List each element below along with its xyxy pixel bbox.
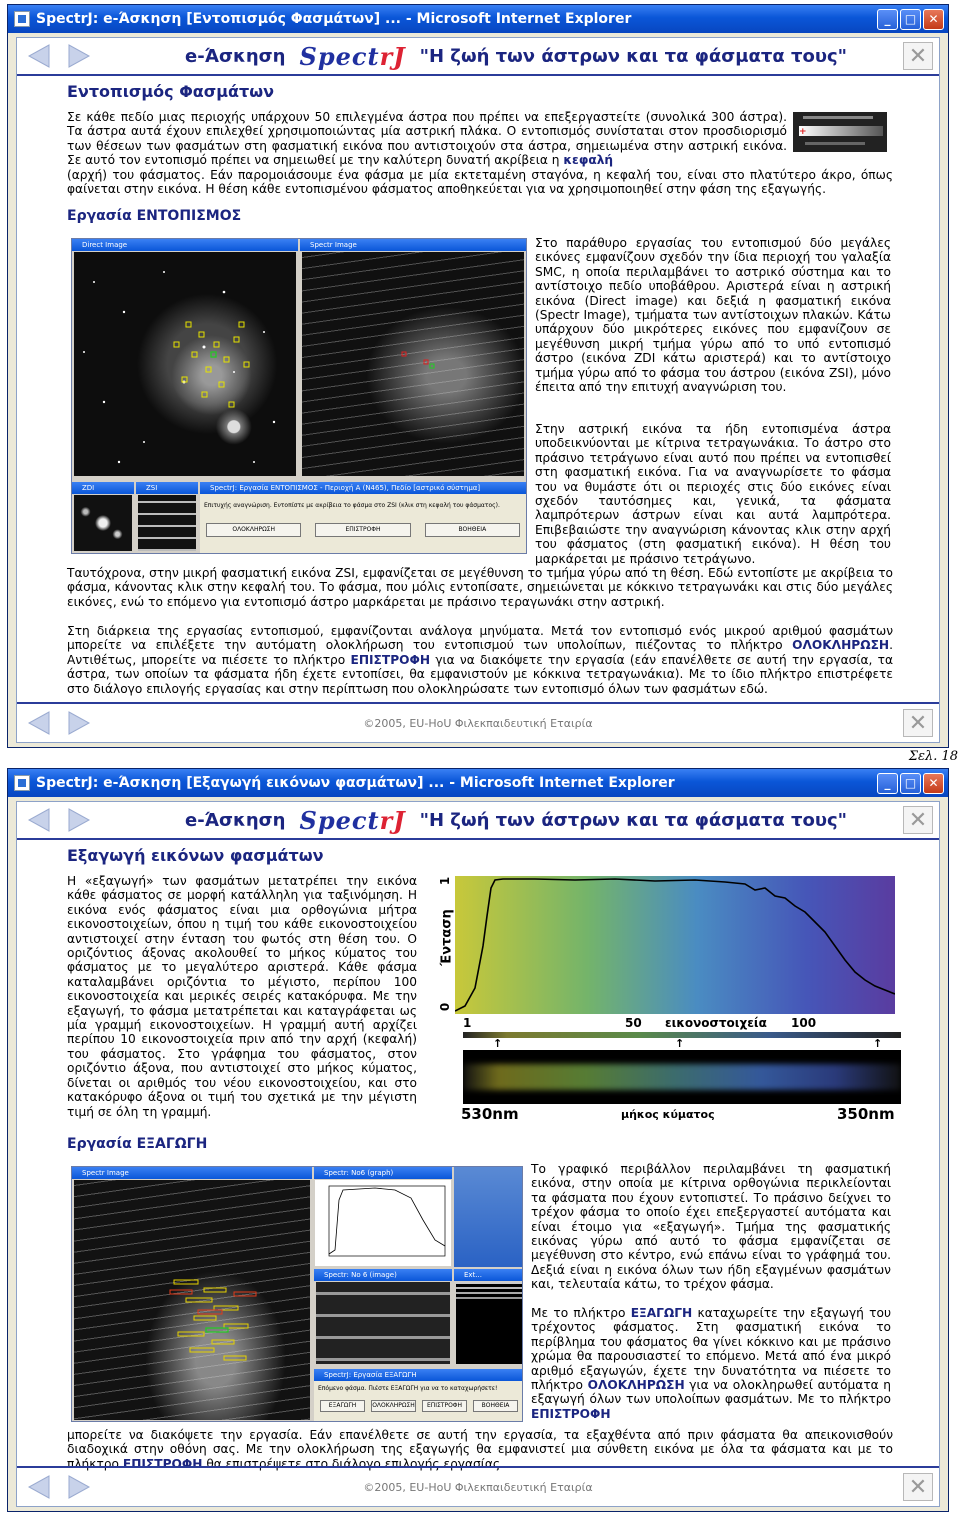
intro-paragraph: Η «εξαγωγή» των φασμάτων μετατρέπει την εικόνα κάθε φάσματος σε μορφή κατάλληλη για ταξινόμηση. Η εικόνα ενός φάσματος είναι μια ορθογώνια μήτρα εικονοστοιχείων, όπου η τιμή του κάθε εικονοστοιχείου αντιστοιχεί στην ένταση του φωτός στη θέση του. Ο οριζόντιος άξονας ακολουθεί το μήκος κύματος του φάσματος με το μεγαλύτερο αριστερά. Κάθε φάσμα καταλαμβάνει οριζόντια το μέγιστο, περίπου 100 εικονοστοιχεία και μερικές σειρές κατακόρυφα. Με την εξαγωγή, το φάσμα μετατρέπεται και καταγράφεται ως μία γραμμή εικονοστοιχείων. Η γραμμή αυτή αρχίζει περίπου 10 εικονοστοιχεία πριν από την αρχή (κεφαλή) του φάσματος. Στο γράφημα του φάσματος, στον οριζόντιο άξονα, που αντιστοιχεί στο μήκος κύματος, δίνεται οι αριθμός του νέου εικονοστοιχείου, και στο κατακόρυφο άξονα οι τιμή του σχετικά με την μέγιστη τιμή σε όλη τη γραμμή. <box>67 874 417 1119</box>
window-title: SpectrJ: e-Άσκηση [Εντοπισμός Φασμάτων] ... - Microsoft Internet Explorer <box>36 11 632 27</box>
spectr-image-window: Spectr Image <box>72 1167 312 1422</box>
extract-button[interactable]: ΕΞΑΓΩΓΗ <box>320 1400 365 1412</box>
exit-x-icon[interactable]: ✕ <box>903 1473 933 1501</box>
spectrj-logo-icon: SpectrJ <box>299 42 406 71</box>
arrow-markers: ↑ ↑ ↑ <box>493 1037 883 1050</box>
direct-image-canvas <box>74 252 296 476</box>
bottom-navbar <box>17 702 939 742</box>
zsi-canvas <box>138 495 196 551</box>
graph-window: Spectr: No6 (graph) <box>314 1167 452 1267</box>
back-arrow-icon[interactable] <box>25 42 55 70</box>
extracted-window: Ext... <box>454 1269 523 1367</box>
ie-icon <box>14 775 30 791</box>
spectr-image-canvas <box>74 1180 310 1420</box>
dialog-message: Επόμενο φάσμα. Πιέστε ΕΞΑΓΩΓΗ για να το καταχωρήσετε! <box>318 1385 498 1392</box>
y-bottom-tick: 0 <box>438 1002 453 1012</box>
help-button[interactable]: ΒΟΗΘΕΙΑ <box>473 1400 518 1412</box>
intro-paragraph-2: (αρχή) του φάσματος. Εάν παρομοιάσουμε ένα φάσμα με μία εκτεταμένη σταγόνα, η κεφαλή του, είναι στο πλατύτερο άκρο, όπως φαίνεται στην εικόνα. Η θέση κάθε εντοπισμένου φάσματος αποθηκεύεται για να χρησιμοποιηθεί στην φάση της εξαγωγής. <box>67 168 893 197</box>
paragraph-b-tail: μπορείτε να διακόψετε την εργασία. Εάν επανέλθετε σε αυτή την εργασία, τα εξαχθέντα από πριν φάσματα θα απεικονισθούν διαδοχικά στην οθόνη σας. Με την ολοκλήρωση της εξαγωγής θα εμφανιστεί μια σύνθετη εικόνα με όλα τα φάσματα και με το πλήκτρο ΕΠΙΣΤΡΟΦΗ θα επιστρέψετε στο διάλογο επιλογής εργασίας. <box>67 1428 893 1471</box>
footer-copyright: ©2005, EU-HoU Φιλεκπαιδευτική Εταιρία <box>363 717 593 730</box>
task-heading: Εργασία ΕΞΑΓΩΓΗ <box>67 1136 208 1152</box>
zdi-window: ZDI <box>72 482 134 554</box>
brand-left: e-Άσκηση <box>185 46 286 67</box>
browser-window-1 <box>7 4 949 748</box>
section-heading: Εξαγωγή εικόνων φασμάτων <box>67 846 324 865</box>
spectr-markers <box>302 252 524 476</box>
spectrj-logo-icon: SpectrJ <box>299 806 406 835</box>
top-navbar <box>17 802 939 840</box>
extracted-canvas <box>456 1282 522 1364</box>
brand-right: "Η ζωή των άστρων και τα φάσματα τους" <box>419 810 848 831</box>
browser-window-2 <box>7 768 949 1512</box>
blue-area <box>454 1167 523 1267</box>
direct-image-window: Direct Image <box>72 239 298 479</box>
zdi-canvas <box>74 495 132 551</box>
zoom-canvas <box>316 1282 450 1364</box>
top-navbar <box>17 38 939 76</box>
maximize-button[interactable]: □ <box>900 9 921 30</box>
help-button[interactable]: ΒΟΗΘΕΙΑ <box>425 523 520 537</box>
complete-button[interactable]: ΟΛΟΚΛΗΡΩΣΗ <box>206 523 301 537</box>
back-arrow-icon[interactable] <box>25 806 55 834</box>
zsi-window: ZSI <box>136 482 198 554</box>
footer-copyright: ©2005, EU-HoU Φιλεκπαιδευτική Εταιρία <box>363 1481 593 1494</box>
spectrum-thumbnail: + <box>793 112 887 152</box>
x-tick-1: 1 <box>463 1016 472 1030</box>
brand <box>185 42 847 71</box>
window-title: SpectrJ: e-Άσκηση [Εξαγωγή εικόνων φασμάτων] ... - Microsoft Internet Explorer <box>36 775 675 791</box>
wavelength-axis-label: μήκος κύματος <box>621 1108 715 1121</box>
wavelength-right: 350nm <box>837 1105 895 1123</box>
task-screenshot <box>71 1166 523 1422</box>
paragraph-a: Στο παράθυρο εργασίας του εντοπισμού δύο μεγάλες εικόνες εμφανίζουν σχεδόν την ίδια περιοχή του γαλαξία SMC, η οποία περιλαμβάνει το αστρικό σύστημα και το αντίστοιχο πεδίο υποβάθρου. Αριστερά είναι η αστρική εικόνα (Direct image) και δεξιά η φασματική εικόνα (Spectr Image), τμήματα των αντίστοιχων πλακών. Κάτω υπάρχουν δύο μικρότερες εικόνες που εμφανίζουν σε μεγέθυνση μικρή τμήμα γύρω από το υπό εντοπισμό άστρο (εικόνα ZDI κάτω αριστερά) και το αντίστοιχο τμήμα γύρω από το φάσμα του άστρου (εικόνα ZSI), μόνο έπειτα από την επιτυχή αναγνώριση του. <box>535 236 891 395</box>
task-screenshot <box>71 238 527 554</box>
maximize-button[interactable]: □ <box>900 773 921 794</box>
star-markers <box>74 252 296 476</box>
page-content-1 <box>16 37 940 743</box>
paragraph-c: Ταυτόχρονα, στην μικρή φασματική εικόνα ZSI, εμφανίζεται σε μεγέθυνση το τμήμα γύρω από τη θέση. Εδώ εντοπίστε με ακρίβεια το φάσμα, κάνοντας κλικ στην κεφαλή του. Το φάσμα, που μόλις εντοπίσατε, σημειώνεται με κόκκινο τετραγωνάκι και στις δύο μεγάλες εικόνες, ενώ το επόμενο για εντοπισμό άστρο μαρκάρεται με πράσινο τεραγωνάκι στην αστρική. <box>67 566 893 609</box>
exit-x-icon[interactable]: ✕ <box>903 42 933 70</box>
page-number: Σελ. 18 <box>908 749 958 764</box>
exit-x-icon[interactable]: ✕ <box>903 806 933 834</box>
page-content-2 <box>16 801 940 1507</box>
minimize-button[interactable]: _ <box>877 9 898 30</box>
ie-icon <box>14 11 30 27</box>
intensity-plot <box>455 876 895 1014</box>
minimize-button[interactable]: _ <box>877 773 898 794</box>
spectrum-strip-image <box>463 1050 901 1104</box>
complete-button[interactable]: ΟΛΟΚΛΗΡΩΣΗ <box>371 1400 416 1412</box>
task-dialog: SpectrJ: Εργασία ΕΝΤΟΠΙΣΜΟΣ - Περιοχή A (N465), Πεδίο [αστρικό σύστημα] Επιτυχής αναγνώριση. Εντοπίστε με ακρίβεια το φάσμα στο ZSI (κλικ στη κεφαλή του φάσματος). ΟΛΟΚΛΗΡΩΣΗ ΕΠΙΣΤΡΟΦΗ ΒΟΗΘΕΙΑ <box>200 482 526 554</box>
forward-arrow-icon[interactable] <box>63 806 93 834</box>
intro-paragraph: Σε κάθε πεδίο μιας περιοχής υπάρχουν 50 επιλεγμένα άστρα που πρέπει να επεξεργαστείτε (συνολικά 300 άστρα). Τα άστρα αυτά έχουν επιλεχθεί χρησιμοποιώντας μία αστρική πλάκα. Ο εντοπισμός συνίσταται στον προσδιορισμό των θέσεων των φασμάτων στη φασματική εικόνα που αντιστοιχούν στα άστρα, σημειωμένα στην αστρική εικόνα. Σε αυτό τον εντοπισμό πρέπει να σημειωθεί με την καλύτερη δυνατή ακρίβεια η κεφαλή <box>67 110 787 168</box>
x-tick-100: 100 <box>791 1016 817 1030</box>
x-tick-50: 50 <box>625 1016 642 1030</box>
x-axis-label: εικονοστοιχεία <box>665 1016 767 1030</box>
section-heading: Εντοπισμός Φασμάτων <box>67 82 275 101</box>
spectrum-figure <box>425 870 895 1126</box>
brand-right: "Η ζωή των άστρων και τα φάσματα τους" <box>419 46 848 67</box>
paragraph-d: Στη διάρκεια της εργασίας εντοπισμού, εμφανίζονται ανάλογα μηνύματα. Μετά τον εντοπισμό ενός μικρού αριθμού φασμάτων μπορείτε να επιλέξετε την αυτόματη ολοκλήρωση του εντοπισμού των υπολοίπων, πιέζοντας το πλήκτρο ΟΛΟΚΛΗΡΩΣΗ. Αντιθέτως, μπορείτε να πιέσετε το πλήκτρο ΕΠΙΣΤΡΟΦΗ για να διακόψετε την εργασία (εάν επανέλθετε σε αυτή την εργασία, τα άστρα, των οποίων τα φάσματα ήδη έχετε εντοπίσει, θα εμφανιστούν με κόκκινα τετραγωνάκια). Με το ίδιο πλήκτρο επιστρέφετε στο διάλογο επιλογής εργασίας και στην περίπτωση που ολοκληρώσατε των εντοπισμό όλων των φασμάτων εδώ. <box>67 624 894 696</box>
extraction-markers <box>74 1180 310 1420</box>
brand <box>185 806 847 835</box>
dialog-message: Επιτυχής αναγνώριση. Εντοπίστε με ακρίβεια το φάσμα στο ZSI (κλικ στη κεφαλή του φάσματος). <box>204 502 500 509</box>
task-heading: Εργασία ΕΝΤΟΠΙΣΜΟΣ <box>67 208 242 224</box>
y-axis-label: Ένταση <box>439 909 455 966</box>
paragraph-a: Το γραφικό περιβάλλον περιλαμβάνει τη φασματική εικόνα, στην οποία με κίτρινα ορθογώνια περικλείονται τα φάσματα που έχουν εντοπιστεί. Το πράσινο δείχνει το τρέχον φάσμα το οποίο έχει επεξεργαστεί αυτόματα και είναι έτοιμο για «εξαγωγή». Τμήμα της φασματικής εικόνας γύρω από αυτό το φάσμα εμφανίζεται σε μεγέθυνση στο κέντρο, ενώ επάνω είναι το γράφημά του. Δεξιά είναι η εικόνα όλων των ήδη εξαγμένων φασμάτων και, τελευταία κάτω, το τρέχον φάσμα. <box>531 1162 891 1292</box>
paragraph-b: Με το πλήκτρο ΕΞΑΓΩΓΗ καταχωρείτε την εξαγωγή του τρέχοντος φάσματος. Στη φασματική εικόνα το περίβλημα του φάσματος θα γίνει κόκκινο και με πράσινο χρώμα θα παρουσιαστεί το επόμενο. Μετά από ένα μικρό αριθμό εξαγωγών, έχετε την δυνατότητα να πιέσετε το πλήκτρο ΟΛΟΚΛΗΡΩΣΗ για να ολοκληρωθεί αυτόματα η εξαγωγή όλων των υπολοίπων φασμάτων. Με το πλήκτρο ΕΠΙΣΤΡΟΦΗ <box>531 1306 892 1421</box>
image-window: Spectr: No 6 (image) <box>314 1269 452 1367</box>
spectr-image-canvas <box>302 252 524 476</box>
close-button[interactable]: ✕ <box>923 9 944 30</box>
titlebar-1[interactable] <box>8 5 948 33</box>
forward-arrow-icon[interactable] <box>63 42 93 70</box>
spectr-image-window: Spectr Image <box>300 239 526 479</box>
exit-x-icon[interactable]: ✕ <box>903 709 933 737</box>
brand-left: e-Άσκηση <box>185 810 286 831</box>
titlebar-2[interactable] <box>8 769 948 797</box>
close-button[interactable]: ✕ <box>923 773 944 794</box>
task-dialog: SpectrJ: Εργασία ΕΞΑΓΩΓΗ Επόμενο φάσμα. Πιέστε ΕΞΑΓΩΓΗ για να το καταχωρήσετε! ΕΞΑΓΩΓΗ ΟΛΟΚΛΗΡΩΣΗ ΕΠΙΣΤΡΟΦΗ ΒΟΗΘΕΙΑ <box>314 1369 523 1422</box>
bottom-navbar <box>17 1466 939 1506</box>
wavelength-left: 530nm <box>461 1105 519 1123</box>
mini-graph <box>315 1180 451 1266</box>
paragraph-b: Στην αστρική εικόνα τα ήδη εντοπισμένα άστρα υποδεικνύονται με κίτρινα τετραγωνάκια. Το άστρο στο πράσινο τετράγωνο είναι αυτό που πρέπει να εντοπισθεί στη φασματική εικόνα. Για να αναγνωρίσετε το φάσμα του να θυμάστε ότι οι περιοχές στις δύο εικόνες είναι σχεδόν ταυτόσημες και, γενικά, τα φάσματα λαμπρότερων άστρων είναι και αυτά λαμπρότερα. Επιβεβαιώστε την αναγνώριση κάνοντας κλικ στην αρχή του φάσματος (στη φασματική εικόνα). Η θέση του μαρκάρεται με πράσινο τετράγωνο. <box>535 422 891 566</box>
y-top-tick: 1 <box>438 876 453 886</box>
return-button[interactable]: ΕΠΙΣΤΡΟΦΗ <box>422 1400 467 1412</box>
return-button[interactable]: ΕΠΙΣΤΡΟΦΗ <box>315 523 410 537</box>
